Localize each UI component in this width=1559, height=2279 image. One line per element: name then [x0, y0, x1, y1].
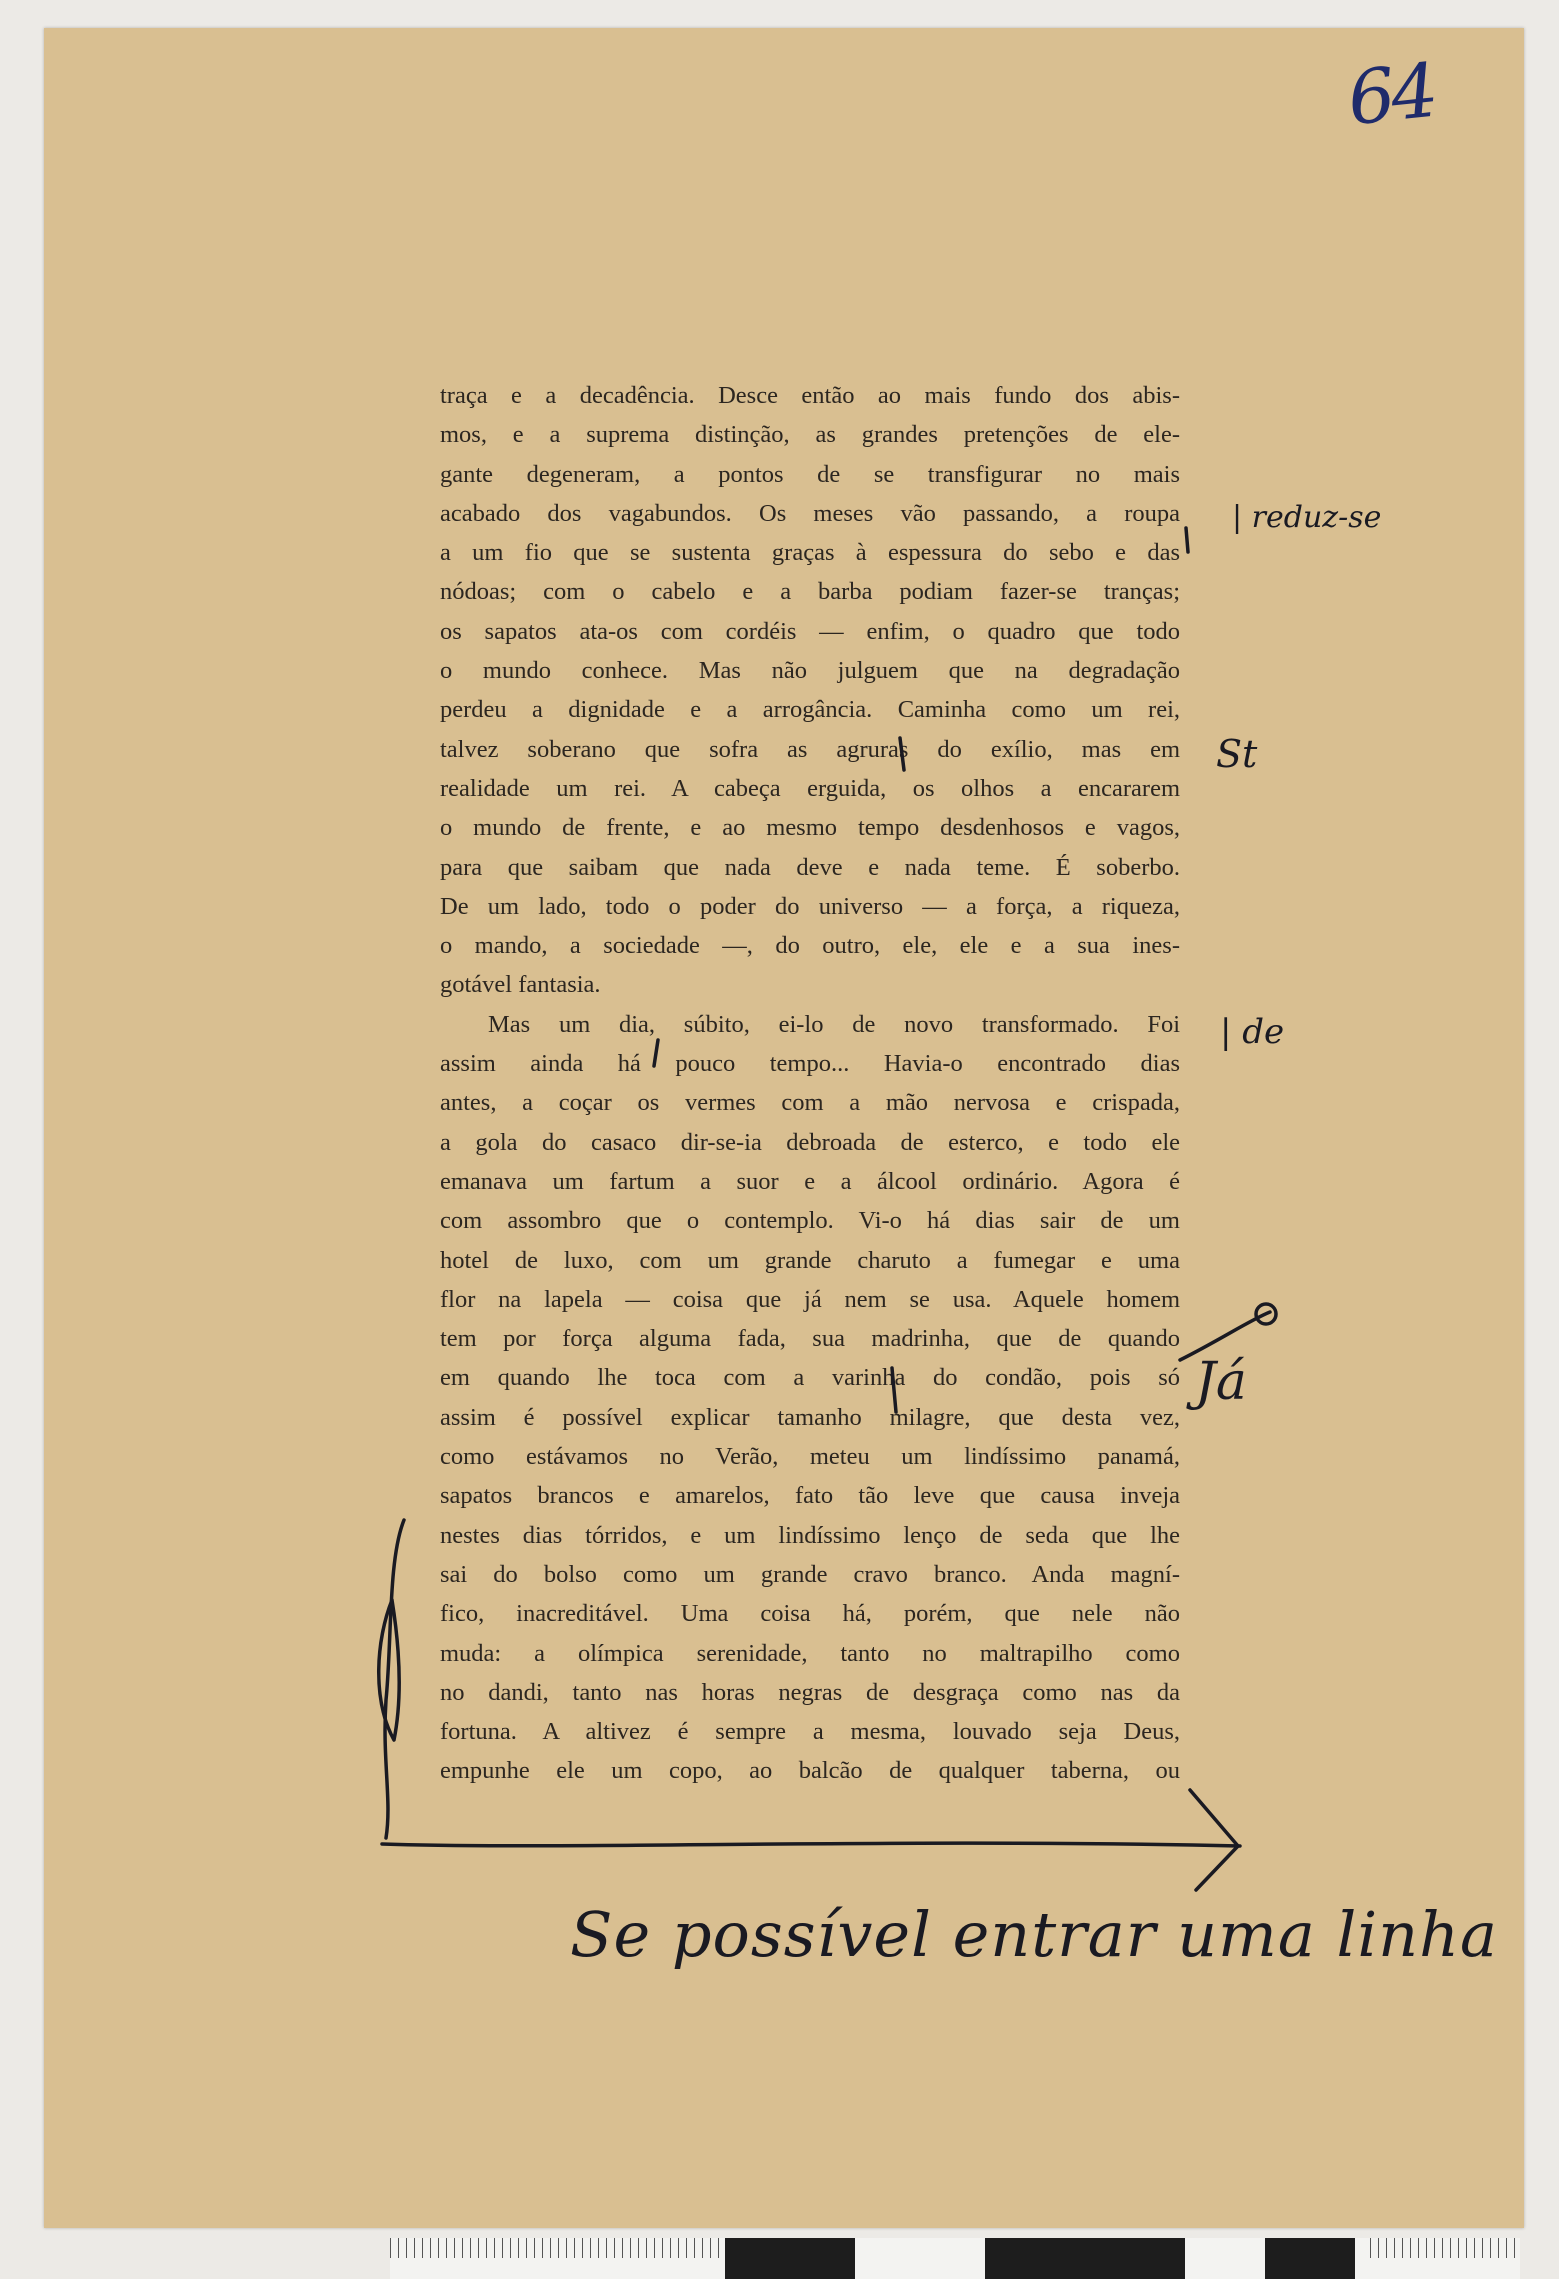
margin-correction-note: Já — [1195, 1352, 1247, 1412]
text-line: empunhe ele um copo, ao balcão de qualquer taberna, ou — [440, 1757, 1180, 1785]
text-line: a um fio que se sustenta graças à espessura do sebo e das — [440, 539, 1180, 567]
text-line: com assombro que o contemplo. Vi-o há dias sair de um — [440, 1207, 1180, 1235]
text-line: o mando, a sociedade —, do outro, ele, ele e a sua ines- — [440, 932, 1180, 960]
text-line: fortuna. A altivez é sempre a mesma, louvado seja Deus, — [440, 1718, 1180, 1746]
text-line: em quando lhe toca com a varinha do condão, pois só — [440, 1364, 1180, 1392]
text-line: a gola do casaco dir-se-ia debroada de esterco, e todo ele — [440, 1128, 1180, 1156]
text-line: sapatos brancos e amarelos, fato tão leve que causa inveja — [440, 1482, 1180, 1510]
text-line: como estávamos no Verão, meteu um lindíssimo panamá, — [440, 1443, 1180, 1471]
text-line: emanava um fartum a suor e a álcool ordinário. Agora é — [440, 1167, 1180, 1195]
caret-mark — [1186, 528, 1188, 552]
ruler-black-block — [985, 2238, 1185, 2279]
text-line: acabado dos vagabundos. Os meses vão passando, a roupa — [440, 499, 1180, 527]
ruler-ticks — [390, 2238, 730, 2258]
text-line: fico, inacreditável. Uma coisa há, porém, que nele não — [440, 1600, 1180, 1628]
scale-ruler — [390, 2238, 1520, 2279]
text-line: hotel de luxo, com um grande charuto a fumegar e uma — [440, 1246, 1180, 1274]
margin-correction-note: | de — [1220, 1012, 1285, 1052]
text-line: o mundo de frente, e ao mesmo tempo desdenhosos e vagos, — [440, 814, 1180, 842]
text-line: assim é possível explicar tamanho milagre, que desta vez, — [440, 1403, 1180, 1431]
text-line: nódoas; com o cabelo e a barba podiam fazer-se tranças; — [440, 578, 1180, 606]
text-line: De um lado, todo o poder do universo — a força, a riqueza, — [440, 892, 1180, 920]
text-line: os sapatos ata-os com cordéis — enfim, o quadro que todo — [440, 617, 1180, 645]
text-line: mos, e a suprema distinção, as grandes pretenções de ele- — [440, 421, 1180, 449]
text-line: tem por força alguma fada, sua madrinha, que de quando — [440, 1325, 1180, 1353]
handwritten-instruction: Se possível entrar uma linha — [570, 1898, 1498, 1971]
insertion-arrow-line — [382, 1843, 1240, 1846]
insertion-mark — [654, 1040, 658, 1066]
insertion-arrow-head — [1190, 1790, 1238, 1890]
text-line: flor na lapela — coisa que já nem se usa. Aquele homem — [440, 1285, 1180, 1313]
text-line: para que saibam que nada deve e nada teme. É soberbo. — [440, 853, 1180, 881]
text-line: no dandi, tanto nas horas negras de desgraça como nas da — [440, 1678, 1180, 1706]
insertion-mark — [892, 1368, 896, 1412]
text-line: gotável fantasia. — [440, 971, 601, 999]
text-line: antes, a coçar os vermes com a mão nervosa e crispada, — [440, 1089, 1180, 1117]
ruler-black-block — [1265, 2238, 1355, 2279]
text-line: realidade um rei. A cabeça erguida, os olhos a encararem — [440, 774, 1180, 802]
margin-correction-note: | reduz-se — [1232, 500, 1382, 535]
text-line: o mundo conhece. Mas não julguem que na degradação — [440, 657, 1180, 685]
text-line: traça e a decadência. Desce então ao mais fundo dos abis- — [440, 382, 1180, 409]
text-line: Mas um dia, súbito, ei-lo de novo transformado. Foi — [488, 1010, 1180, 1038]
bracket-vertical-stroke — [385, 1520, 404, 1838]
page-number: 64 — [1343, 47, 1439, 143]
ruler-black-block — [725, 2238, 855, 2279]
text-line: muda: a olímpica serenidade, tanto no maltrapilho como — [440, 1639, 1180, 1667]
text-line: gante degeneram, a pontos de se transfigurar no mais — [440, 460, 1180, 488]
text-line: sai do bolso como um grande cravo branco. Anda magní- — [440, 1560, 1180, 1588]
insertion-mark — [900, 738, 904, 770]
text-line: perdeu a dignidade e a arrogância. Caminha como um rei, — [440, 696, 1180, 724]
margin-correction-note: St — [1216, 732, 1258, 776]
text-line: nestes dias tórridos, e um lindíssimo lenço de seda que lhe — [440, 1521, 1180, 1549]
text-line: assim ainda há pouco tempo... Havia-o encontrado dias — [440, 1050, 1180, 1078]
text-line: talvez soberano que sofra as agruras do exílio, mas em — [440, 735, 1180, 763]
ruler-ticks — [1370, 2238, 1520, 2258]
